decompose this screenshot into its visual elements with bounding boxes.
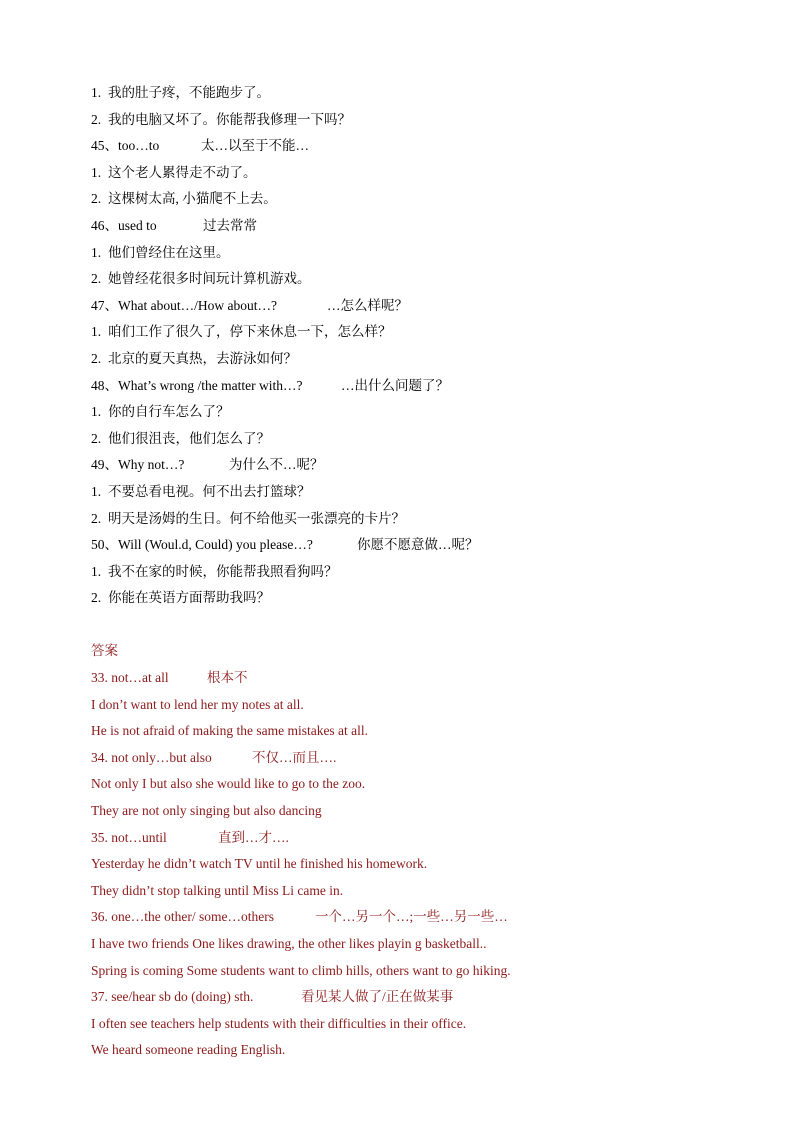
answer-phrase: 37. see/hear sb do (doing) sth. bbox=[91, 989, 254, 1005]
heading-phrase: 48、What’s wrong /the matter with…? bbox=[91, 377, 303, 393]
section-heading-47 bbox=[91, 293, 731, 320]
exercise-text: 他们曾经住在这里。 bbox=[108, 244, 230, 260]
heading-meaning: 过去常常 bbox=[203, 217, 257, 233]
answer-meaning: 一个…另一个…;一些…另一些… bbox=[315, 909, 508, 925]
exercise-text: 北京的夏天真热，去游泳如何？ bbox=[108, 350, 297, 366]
item-number: 2. bbox=[91, 590, 102, 606]
exercise-text: 我的肚子疼，不能跑步了。 bbox=[108, 85, 270, 100]
item-number: 2. bbox=[91, 271, 102, 287]
exercise-line bbox=[91, 240, 731, 267]
answer-example: We heard someone reading English. bbox=[91, 1042, 286, 1058]
item-number: 1. bbox=[91, 324, 102, 340]
exercise-line bbox=[91, 80, 731, 107]
exercise-text: 我的电脑又坏了。你能帮我修理一下吗？ bbox=[108, 111, 351, 127]
answer-example: I don’t want to lend her my notes at all. bbox=[91, 696, 304, 712]
answer-meaning: 不仅…而且…. bbox=[252, 749, 337, 765]
answer-example: Spring is coming Some students want to climb hills, others want to go hiking. bbox=[91, 962, 511, 978]
item-number: 1. bbox=[91, 244, 102, 260]
exercise-text: 你能在英语方面帮助我吗？ bbox=[108, 590, 270, 606]
answer-heading bbox=[91, 745, 731, 772]
answer-meaning: 看见某人做了/正在做某事 bbox=[301, 989, 454, 1005]
item-number: 2. bbox=[91, 111, 102, 127]
answer-phrase: 34. not only…but also bbox=[91, 749, 212, 765]
item-number: 2. bbox=[91, 350, 102, 366]
exercise-text: 这棵树太高, 小猫爬不上去。 bbox=[108, 191, 277, 207]
exercise-line bbox=[91, 160, 731, 187]
exercise-line bbox=[91, 426, 731, 453]
exercise-line bbox=[91, 319, 731, 346]
exercise-line bbox=[91, 346, 731, 373]
answer-phrase: 36. one…the other/ some…others bbox=[91, 909, 274, 925]
item-number: 2. bbox=[91, 430, 102, 446]
answer-example: I often see teachers help students with their difficulties in their office. bbox=[91, 1015, 467, 1031]
exercise-text: 她曾经花很多时间玩计算机游戏。 bbox=[108, 271, 311, 287]
exercise-line bbox=[91, 107, 731, 134]
exercise-line bbox=[91, 186, 731, 213]
exercise-text: 不要总看电视。何不出去打篮球？ bbox=[108, 483, 311, 499]
item-number: 2. bbox=[91, 191, 102, 207]
item-number: 1. bbox=[91, 404, 102, 420]
answer-example: He is not afraid of making the same mistakes at all. bbox=[91, 723, 369, 739]
answer-example: They are not only singing but also dancing bbox=[91, 803, 322, 819]
exercise-line bbox=[91, 399, 731, 426]
answer-example: I have two friends One likes drawing, the other likes playin g basketball.. bbox=[91, 936, 487, 951]
spacer bbox=[91, 612, 731, 639]
heading-meaning: 为什么不…呢？ bbox=[229, 457, 324, 473]
exercise-text: 这个老人累得走不动了。 bbox=[108, 164, 257, 180]
answer-example: Yesterday he didn’t watch TV until he finished his homework. bbox=[91, 856, 428, 872]
document-page bbox=[91, 80, 731, 1064]
heading-phrase: 50、Will (Woul.d, Could) you please…? bbox=[91, 537, 313, 553]
heading-phrase: 46、used to bbox=[91, 217, 157, 233]
exercise-line bbox=[91, 506, 731, 533]
item-number: 1. bbox=[91, 85, 102, 100]
item-number: 1. bbox=[91, 164, 102, 180]
answer-phrase: 35. not…until bbox=[91, 829, 167, 845]
heading-meaning: …出什么问题了？ bbox=[341, 377, 449, 393]
exercise-text: 我不在家的时候，你能帮我照看狗吗？ bbox=[108, 563, 338, 579]
item-number: 1. bbox=[91, 563, 102, 579]
heading-phrase: 47、What about…/How about…? bbox=[91, 297, 277, 313]
answer-meaning: 直到…才…. bbox=[218, 829, 289, 845]
answer-example: Not only I but also she would like to go to the zoo. bbox=[91, 776, 366, 792]
exercise-text: 你的自行车怎么了？ bbox=[108, 404, 230, 420]
answer-example: They didn’t stop talking until Miss Li came in. bbox=[91, 882, 344, 898]
exercise-text: 他们很沮丧，他们怎么了？ bbox=[108, 430, 270, 446]
heading-phrase: 45、too…to bbox=[91, 138, 160, 154]
answer-heading bbox=[91, 984, 731, 1011]
heading-meaning: 太…以至于不能… bbox=[201, 138, 309, 154]
section-heading-49 bbox=[91, 452, 731, 479]
exercise-text: 明天是汤姆的生日。何不给他买一张漂亮的卡片？ bbox=[108, 510, 405, 526]
item-number: 1. bbox=[91, 483, 102, 499]
heading-phrase: 49、Why not…? bbox=[91, 457, 185, 473]
answer-heading bbox=[91, 665, 731, 692]
item-number: 2. bbox=[91, 510, 102, 526]
exercise-line bbox=[91, 585, 731, 612]
section-heading-45 bbox=[91, 133, 731, 160]
answer-meaning: 根本不 bbox=[207, 670, 248, 686]
section-heading-46 bbox=[91, 213, 731, 240]
exercise-line bbox=[91, 266, 731, 293]
answer-phrase: 33. not…at all bbox=[91, 670, 169, 686]
exercise-text: 咱们工作了很久了，停下来休息一下，怎么样？ bbox=[108, 324, 392, 340]
section-heading-50 bbox=[91, 532, 731, 559]
answers-title: 答案 bbox=[91, 643, 118, 659]
exercise-line bbox=[91, 479, 731, 506]
heading-meaning: …怎么样呢？ bbox=[327, 297, 408, 313]
answer-heading bbox=[91, 825, 731, 852]
answer-heading bbox=[91, 904, 731, 931]
heading-meaning: 你愿不愿意做…呢？ bbox=[357, 537, 479, 553]
section-heading-48 bbox=[91, 373, 731, 400]
exercise-line bbox=[91, 559, 731, 586]
